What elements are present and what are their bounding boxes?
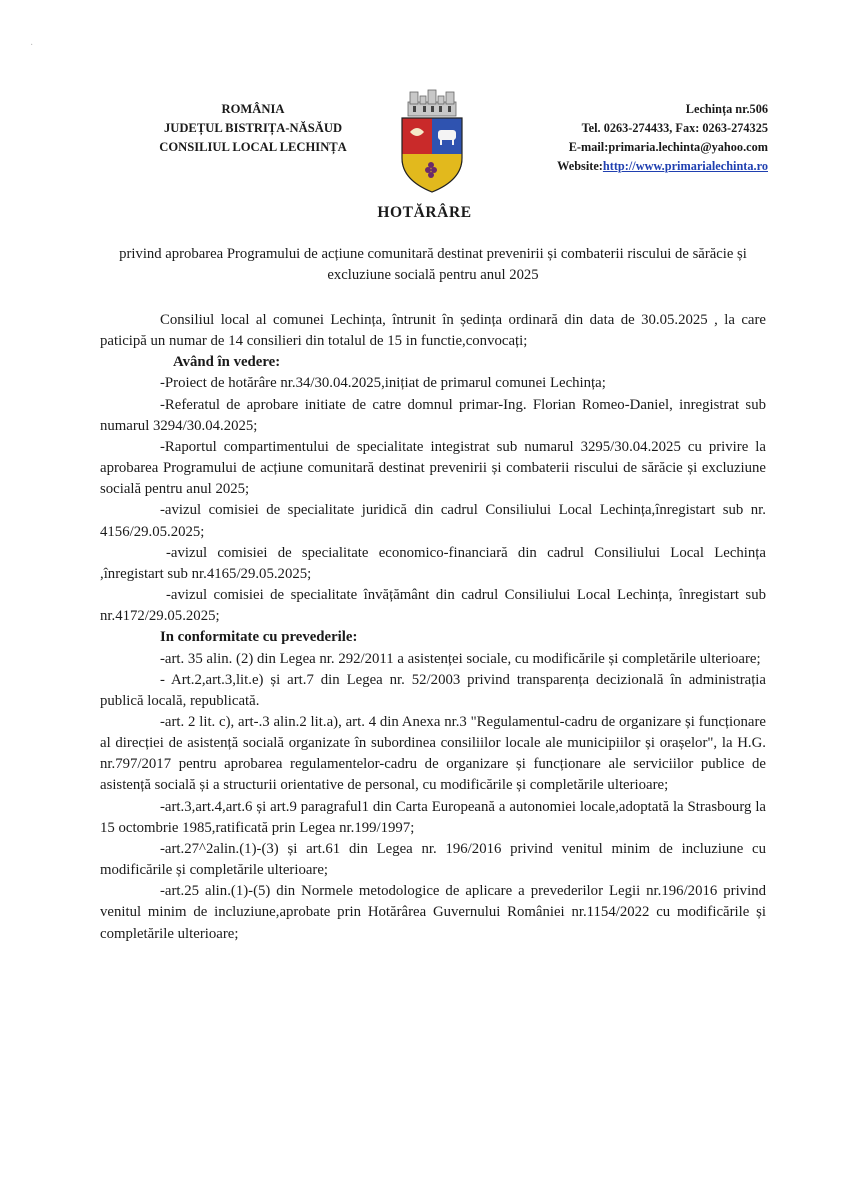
header-website xyxy=(488,157,768,176)
conformity-item: - Art.2,art.3,lit.e) și art.7 din Legea nr. 52/2003 privind transparența decizională în administrația publică locală, republicată. xyxy=(100,671,766,709)
header-county: JUDEȚUL BISTRIȚA-NĂSĂUD xyxy=(163,121,343,135)
considering-item: -avizul comisiei de specialitate economico-financiară din cadrul Consiliului Local Lechința ,înregistart sub nr.4165/29.05.2025; xyxy=(100,544,766,582)
header-email: E-mail:primaria.lechinta@yahoo.com xyxy=(568,140,768,154)
website-label: Website: xyxy=(557,159,603,173)
conformity-item: -art. 2 lit. c), art-.3 alin.2 lit.a), art. 4 din Anexa nr.3 "Regulamentul-cadru de organizare și funcționare al direcției de asistență socială organizate în subordinea consiliilor locale ale municipiilor și orașelor", la H.G. nr.797/2017 pentru aprobarea regulamentelor-cadru de organizare și funcționare ale serviciilor publice de asistență socială și a structurii orientative de personal, cu modificările și completările ulterioare; xyxy=(100,713,766,794)
header-country: ROMÂNIA xyxy=(221,102,285,116)
header-institution xyxy=(128,100,378,157)
header-phone: Tel. 0263-274433, Fax: 0263-274325 xyxy=(581,121,768,135)
scan-speck: · xyxy=(30,40,34,51)
document-title: HOTĂRÂRE xyxy=(377,204,472,221)
considering-item: -Raportul compartimentului de specialitate integistrat sub numarul 3295/30.04.2025 cu privire la aprobarea Programului de acțiune comunitară destinat prevenirii și combaterii riscului de sărăcie și excluziune socială pentru anul 2025; xyxy=(100,438,766,498)
document-subject: privind aprobarea Programului de acțiune comunitară destinat prevenirii și combaterii riscului de sărăcie și excluziune socială pentru anul 2025 xyxy=(119,246,747,283)
conformity-item: -art.27^2alin.(1)-(3) și art.61 din Legea nr. 196/2016 privind venitul minim de incluziune cu modificările și completările ulterioare; xyxy=(100,840,766,879)
document-body xyxy=(100,310,766,945)
coat-of-arms-icon xyxy=(396,88,468,196)
website-link[interactable]: http://www.primarialechinta.ro xyxy=(602,159,768,173)
conformity-heading: In conformitate cu prevederile: xyxy=(160,629,358,646)
intro-paragraph: Consiliul local al comunei Lechința, întrunit în ședința ordinară din data de 30.05.2025 , la care paticipă un numar de 14 consilieri din totalul de 15 in functie,convocați; xyxy=(100,312,766,350)
header-council: CONSILIUL LOCAL LECHINȚA xyxy=(159,140,347,154)
conformity-item: -art.3,art.4,art.6 și art.9 paragraful1 din Carta Europeană a autonomiei locale,adoptată la Strasbourg la 15 octombrie 1985,ratificată prin Legea nr.199/1997; xyxy=(100,798,766,836)
considering-item: -Referatul de aprobare initiate de catre domnul primar-Ing. Florian Romeo-Daniel, inregistrat sub numarul 3294/30.04.2025; xyxy=(100,396,766,434)
header-contact xyxy=(488,100,780,176)
considering-item: -avizul comisiei de specialitate juridică din cadrul Consiliului Local Lechința,înregistart sub nr. 4156/29.05.2025; xyxy=(100,502,766,540)
conformity-item: -art.25 alin.(1)-(5) din Normele metodologice de aplicare a prevederilor Legii nr.196/2016 privind venitul minim de incluziune,aprobate prin Hotărârea Guvernului României nr.1154/2022 cu modificările și completările ulterioare; xyxy=(100,883,766,942)
considering-item: -avizul comisiei de specialitate învățământ din cadrul Consiliului Local Lechința, înregistart sub nr.4172/29.05.2025; xyxy=(100,587,766,625)
considering-item: -Proiect de hotărâre nr.34/30.04.2025,inițiat de primarul comunei Lechința; xyxy=(160,375,606,392)
header-address: Lechința nr.506 xyxy=(685,102,768,116)
considering-heading: Având în vedere: xyxy=(173,354,281,371)
conformity-item: -art. 35 alin. (2) din Legea nr. 292/2011 a asistenței sociale, cu modificările și completările ulterioare; xyxy=(160,650,761,667)
